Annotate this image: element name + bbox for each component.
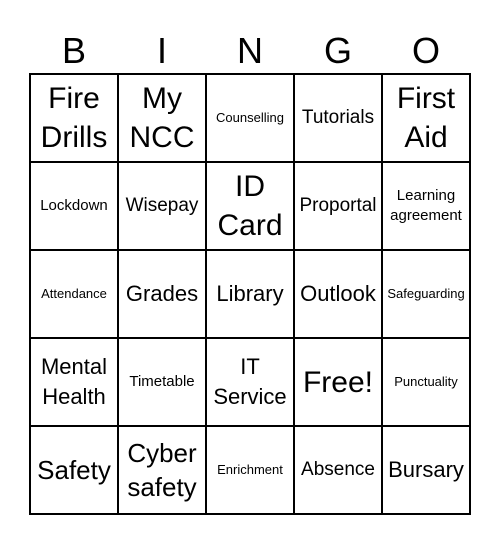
header-letter-b: B [61,30,86,71]
bingo-cell-learning-agreement[interactable]: Learning agreement [382,162,470,250]
bingo-cell-timetable[interactable]: Timetable [118,338,206,426]
header-letter-n: N [237,30,263,71]
bingo-cell-wisepay[interactable]: Wisepay [118,162,206,250]
bingo-cell-safeguarding[interactable]: Safeguarding [382,250,470,338]
bingo-cell-punctuality[interactable]: Punctuality [382,338,470,426]
bingo-cell-attendance[interactable]: Attendance [30,250,118,338]
bingo-cell-enrichment[interactable]: Enrichment [206,426,294,514]
bingo-cell-counselling[interactable]: Counselling [206,74,294,162]
bingo-cell-lockdown[interactable]: Lockdown [30,162,118,250]
bingo-cell-first-aid[interactable]: First Aid [382,74,470,162]
bingo-cell-library[interactable]: Library [206,250,294,338]
bingo-cell-outlook[interactable]: Outlook [294,250,382,338]
bingo-cell-proportal[interactable]: Proportal [294,162,382,250]
bingo-cell-grades[interactable]: Grades [118,250,206,338]
bingo-cell-it-service[interactable]: IT Service [206,338,294,426]
header-letter-i: I [156,30,167,71]
header-letter-g: G [323,30,352,71]
bingo-cell-my-ncc[interactable]: My NCC [118,74,206,162]
bingo-cell-free-space[interactable]: Free! [294,338,382,426]
bingo-cell-absence[interactable]: Absence [294,426,382,514]
bingo-header [30,28,470,74]
bingo-cell-safety[interactable]: Safety [30,426,118,514]
bingo-cell-tutorials[interactable]: Tutorials [294,74,382,162]
bingo-cell-fire-drills[interactable]: Fire Drills [30,74,118,162]
bingo-cell-mental-health[interactable]: Mental Health [30,338,118,426]
bingo-cell-id-card[interactable]: ID Card [206,162,294,250]
bingo-cell-bursary[interactable]: Bursary [382,426,470,514]
bingo-board [29,73,471,515]
bingo-cell-cyber-safety[interactable]: Cyber safety [118,426,206,514]
header-letter-o: O [411,30,440,71]
